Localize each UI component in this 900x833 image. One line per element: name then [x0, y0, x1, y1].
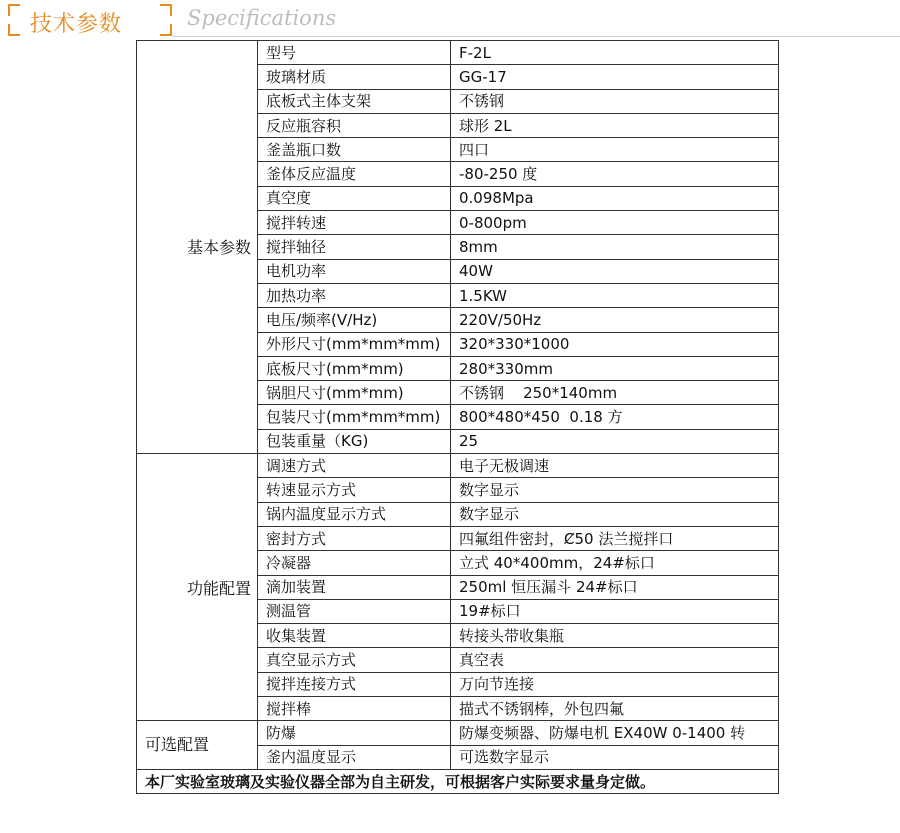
- param-value: 万向节连接: [451, 672, 779, 696]
- param-name: 收集装置: [258, 624, 451, 648]
- param-name: 冷凝器: [258, 551, 451, 575]
- param-value: 数字显示: [451, 478, 779, 502]
- param-value: 电子无极调速: [451, 454, 779, 478]
- frame-corner-icon: [160, 4, 172, 16]
- param-name: 釜体反应温度: [258, 162, 451, 186]
- title-frame: [8, 4, 172, 36]
- param-value: 转接头带收集瓶: [451, 624, 779, 648]
- param-value: 40W: [451, 259, 779, 283]
- param-name: 防爆: [258, 721, 451, 745]
- section-label-optional: 可选配置: [137, 721, 258, 770]
- param-name: 釜内温度显示: [258, 745, 451, 769]
- param-name: 底板尺寸(mm*mm): [258, 356, 451, 380]
- param-value: 不锈钢: [451, 89, 779, 113]
- frame-corner-icon: [8, 24, 20, 36]
- param-name: 包装尺寸(mm*mm*mm): [258, 405, 451, 429]
- param-value: 800*480*450 0.18 方: [451, 405, 779, 429]
- param-value: GG-17: [451, 65, 779, 89]
- param-value: 防爆变频器、防爆电机 EX40W 0-1400 转: [451, 721, 779, 745]
- table-row: [137, 454, 779, 478]
- param-name: 锅内温度显示方式: [258, 502, 451, 526]
- section-subtitle: Specifications: [187, 6, 337, 30]
- param-name: 外形尺寸(mm*mm*mm): [258, 332, 451, 356]
- param-value: 1.5KW: [451, 283, 779, 307]
- param-name: 真空度: [258, 186, 451, 210]
- header-divider: [172, 36, 900, 37]
- param-name: 调速方式: [258, 454, 451, 478]
- param-name: 转速显示方式: [258, 478, 451, 502]
- param-name: 锅胆尺寸(mm*mm): [258, 381, 451, 405]
- param-name: 搅拌棒: [258, 697, 451, 721]
- param-name: 加热功率: [258, 283, 451, 307]
- section-title: 技术参数: [30, 12, 123, 37]
- table-row: [137, 721, 779, 745]
- footer-note: 本厂实验室玻璃及实验仪器全部为自主研发，可根据客户实际要求量身定做。: [137, 769, 779, 793]
- param-value: 8mm: [451, 235, 779, 259]
- param-name: 型号: [258, 41, 451, 65]
- param-value: 四氟组件密封，Ȼ50 法兰搅拌口: [451, 526, 779, 550]
- param-value: 描式不锈钢棒，外包四氟: [451, 697, 779, 721]
- param-value: 四口: [451, 138, 779, 162]
- param-value: F-2L: [451, 41, 779, 65]
- frame-corner-icon: [8, 4, 20, 16]
- param-name: 电机功率: [258, 259, 451, 283]
- param-name: 釜盖瓶口数: [258, 138, 451, 162]
- param-value: 不锈钢 250*140mm: [451, 381, 779, 405]
- param-name: 密封方式: [258, 526, 451, 550]
- param-name: 搅拌连接方式: [258, 672, 451, 696]
- param-value: 0.098Mpa: [451, 186, 779, 210]
- spec-table: [136, 40, 779, 794]
- param-value: 0-800pm: [451, 211, 779, 235]
- param-name: 电压/频率(V/Hz): [258, 308, 451, 332]
- param-value: 19#标口: [451, 599, 779, 623]
- param-value: 320*330*1000: [451, 332, 779, 356]
- table-row: [137, 769, 779, 793]
- param-value: 250ml 恒压漏斗 24#标口: [451, 575, 779, 599]
- section-label-function: 功能配置: [137, 454, 258, 721]
- section-label-basic: 基本参数: [137, 41, 258, 454]
- param-value: 25: [451, 429, 779, 453]
- param-value: 280*330mm: [451, 356, 779, 380]
- param-value: 球形 2L: [451, 113, 779, 137]
- param-name: 底板式主体支架: [258, 89, 451, 113]
- param-name: 反应瓶容积: [258, 113, 451, 137]
- param-name: 滴加装置: [258, 575, 451, 599]
- param-name: 搅拌轴径: [258, 235, 451, 259]
- frame-corner-icon: [160, 24, 172, 36]
- param-value: 数字显示: [451, 502, 779, 526]
- table-row: [137, 41, 779, 65]
- param-value: 可选数字显示: [451, 745, 779, 769]
- param-value: -80-250 度: [451, 162, 779, 186]
- section-header: [0, 0, 900, 40]
- param-value: 220V/50Hz: [451, 308, 779, 332]
- param-name: 真空显示方式: [258, 648, 451, 672]
- param-name: 搅拌转速: [258, 211, 451, 235]
- param-value: 真空表: [451, 648, 779, 672]
- param-value: 立式 40*400mm，24#标口: [451, 551, 779, 575]
- param-name: 包装重量（KG): [258, 429, 451, 453]
- param-name: 测温管: [258, 599, 451, 623]
- param-name: 玻璃材质: [258, 65, 451, 89]
